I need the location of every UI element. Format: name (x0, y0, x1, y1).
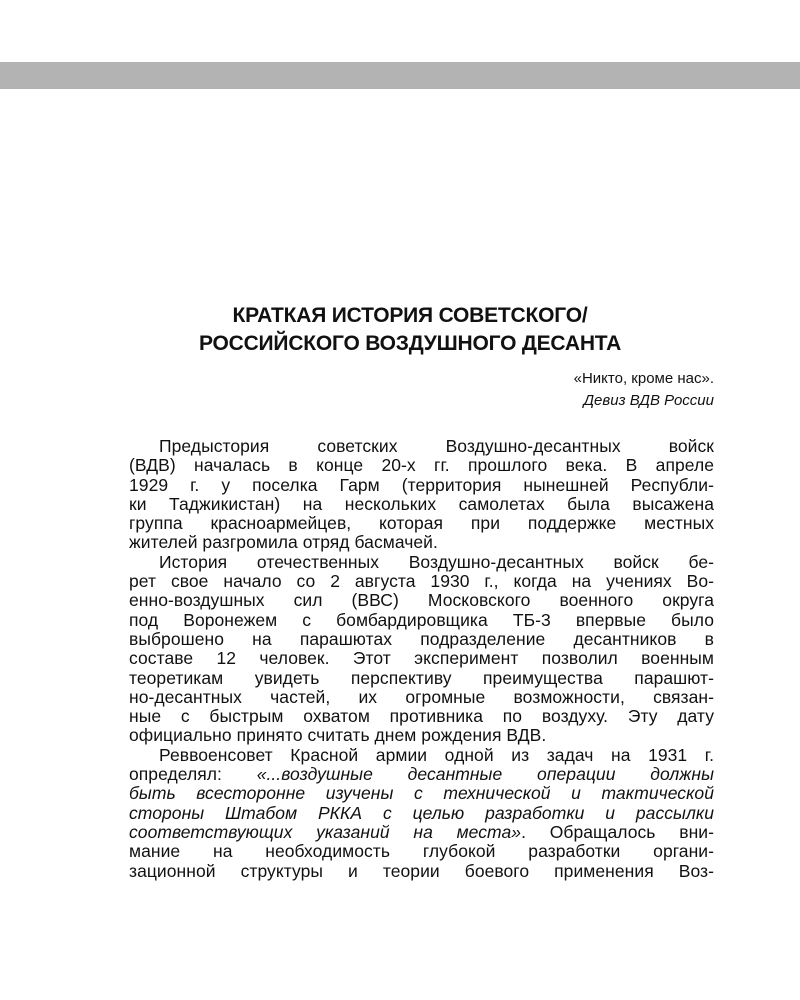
epigraph-quote: «Никто, кроме нас». (573, 370, 714, 387)
text-line: 1929 г. у поселка Гарм (территория нынешней Республи- (129, 474, 714, 495)
text-line: стороны Штабом РККА с целью разработки и рассылки (129, 802, 714, 823)
text-line: группа красноармейцев, которая при поддержке местных (129, 513, 714, 534)
text-line: жителей разгромила отряд басмачей. (129, 532, 438, 553)
chapter-title-line-1: КРАТКАЯ ИСТОРИЯ СОВЕТСКОГО/ (232, 304, 588, 327)
epigraph-source: Девиз ВДВ России (583, 392, 714, 409)
text-line: составе 12 человек. Этот эксперимент позволил военным (129, 648, 714, 669)
text-line: (ВДВ) началась в конце 20-х гг. прошлого века. В апреле (129, 455, 714, 476)
text-line: ные с быстрым охватом противника по воздуху. Эту дату (129, 706, 714, 727)
text-line: быть всесторонне изучены с технической и тактической (129, 783, 714, 804)
text-line: зационной структуры и теории боевого применения Воз- (129, 860, 714, 881)
text-line: мание на необходимость глубокой разработки органи- (129, 841, 714, 862)
text-line: Предыстория советских Воздушно-десантных войск (159, 436, 714, 456)
body-text (129, 437, 714, 881)
text-line: ки Таджикистан) на нескольких самолетах была высажена (129, 493, 714, 514)
text-line: История отечественных Воздушно-десантных войск бе- (159, 551, 714, 572)
text-line: под Воронежем с бомбардировщика ТБ-3 впервые было (129, 609, 714, 630)
text-line-mixed (129, 823, 714, 842)
text-line-mixed (129, 765, 714, 784)
text-line: Реввоенсовет Красной армии одной из задач на 1931 г. (159, 744, 714, 765)
text-line: теоретикам увидеть перспективу преимущества парашют- (129, 667, 714, 688)
top-header-band (0, 62, 800, 89)
text-fragment: . Обращалось вни- (521, 821, 714, 842)
text-line: енно-воздушных сил (ВВС) Московского военного округа (129, 590, 714, 611)
text-line: выброшено на парашютах подразделение десантников в (129, 628, 714, 649)
chapter-title (100, 302, 720, 358)
quote-fragment: соответствующих указаний на места» (129, 821, 522, 842)
text-line: но-десантных частей, их огромные возможности, связан- (129, 686, 714, 707)
text-fragment: определял: (129, 764, 257, 785)
epigraph (574, 368, 714, 412)
text-line: рет свое начало со 2 августа 1930 г., когда на учениях Во- (129, 571, 714, 592)
text-line: официально принято считать днем рождения ВДВ. (129, 725, 547, 746)
quote-fragment: «...воздушные десантные операции должны (256, 764, 714, 785)
chapter-title-line-2: РОССИЙСКОГО ВОЗДУШНОГО ДЕСАНТА (198, 332, 622, 355)
